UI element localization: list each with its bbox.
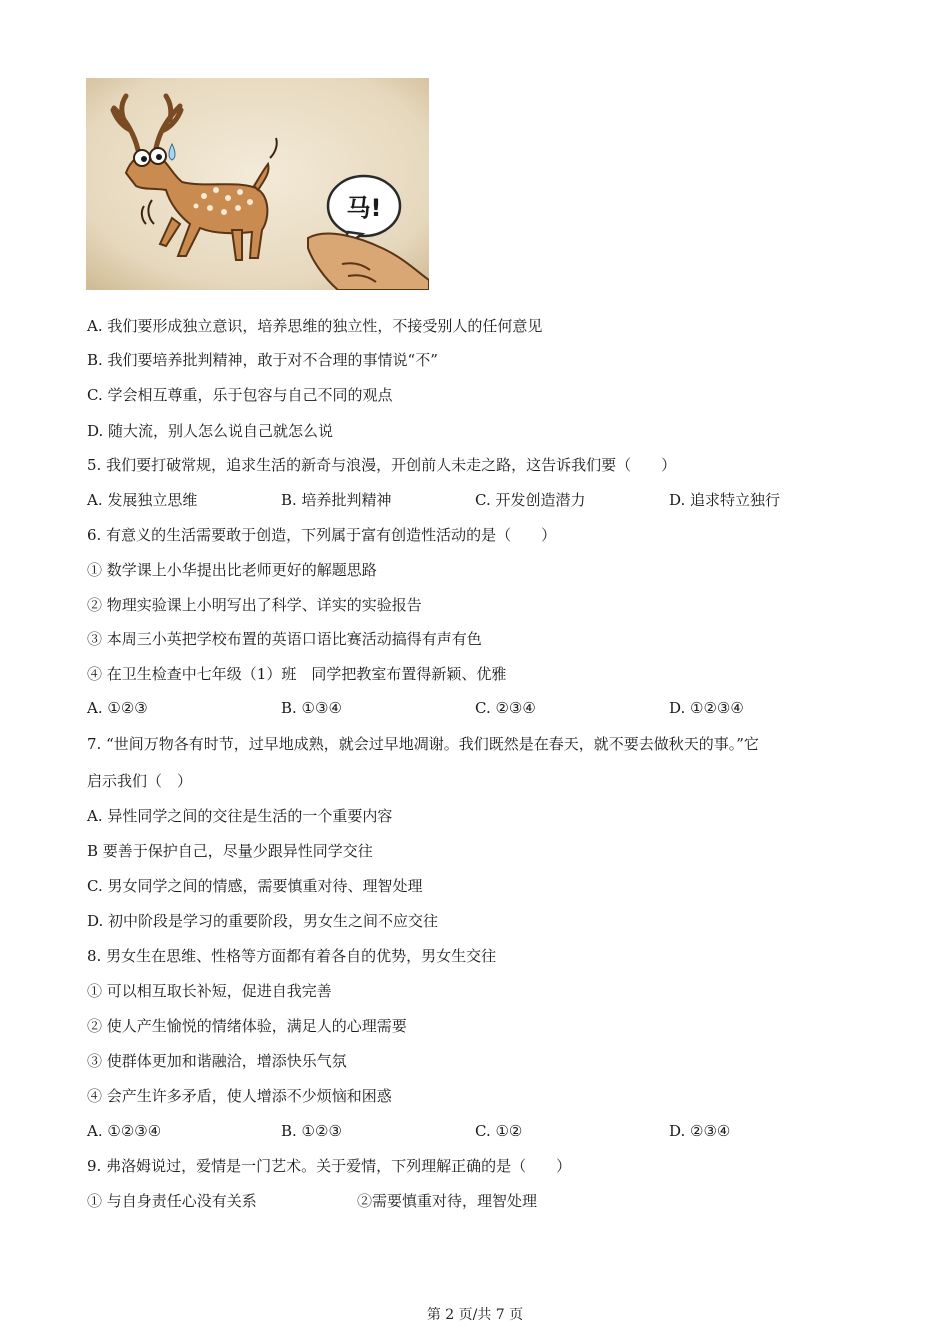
q8-option-d: D. ②③④ <box>669 1122 731 1140</box>
q6-item-1: ① 数学课上小华提出比老师更好的解题思路 <box>87 561 377 579</box>
q6-option-a: A. ①②③ <box>87 699 148 717</box>
q9-items <box>87 1191 787 1211</box>
q6-item-4: ④ 在卫生检查中七年级（1）班 同学把教室布置得新颖、优雅 <box>87 665 507 683</box>
q5-option-b: B. 培养批判精神 <box>281 491 392 509</box>
q9-stem: 9. 弗洛姆说过，爱情是一门艺术。关于爱情，下列理解正确的是（ ） <box>87 1157 572 1175</box>
q8-options <box>87 1121 867 1141</box>
page-footer: 第 2 页/共 7 页 <box>426 1307 524 1323</box>
q6-stem: 6. 有意义的生活需要敢于创造，下列属于富有创造性活动的是（ ） <box>87 526 557 544</box>
q7-stem-line1: 7. “世间万物各有时节，过早地成熟，就会过早地凋谢。我们既然是在春天，就不要去做秋天的事。”它 <box>87 735 759 753</box>
q5-option-a: A. 发展独立思维 <box>87 491 198 509</box>
deer-horse-cartoon <box>86 78 429 290</box>
q6-option-c: C. ②③④ <box>475 699 536 717</box>
q8-stem: 8. 男女生在思维、性格等方面都有着各自的优势，男女生交往 <box>87 947 497 965</box>
q6-item-3: ③ 本周三小英把学校布置的英语口语比赛活动搞得有声有色 <box>87 630 482 648</box>
q5-option-d: D. 追求特立独行 <box>669 491 781 509</box>
q7-option-a: A. 异性同学之间的交往是生活的一个重要内容 <box>87 807 393 825</box>
q9-item-1: ① 与自身责任心没有关系 <box>87 1192 257 1210</box>
q7-option-d: D. 初中阶段是学习的重要阶段，男女生之间不应交往 <box>87 912 439 930</box>
q7-option-b: B 要善于保护自己，尽量少跟异性同学交往 <box>87 842 373 860</box>
q8-option-c: C. ①② <box>475 1122 523 1140</box>
q4-option-b: B. 我们要培养批判精神，敢于对不合理的事情说“不” <box>87 351 438 369</box>
q4-option-a: A. 我们要形成独立意识，培养思维的独立性，不接受别人的任何意见 <box>87 317 543 335</box>
q9-item-2: ②需要慎重对待，理智处理 <box>357 1192 538 1210</box>
q5-option-c: C. 开发创造潜力 <box>475 491 586 509</box>
cartoon-image <box>86 78 429 290</box>
q6-option-d: D. ①②③④ <box>669 699 744 717</box>
q8-item-1: ① 可以相互取长补短，促进自我完善 <box>87 982 332 1000</box>
q8-item-4: ④ 会产生许多矛盾，使人增添不少烦恼和困惑 <box>87 1087 392 1105</box>
q8-item-2: ② 使人产生愉悦的情绪体验，满足人的心理需要 <box>87 1017 407 1035</box>
q4-option-c: C. 学会相互尊重，乐于包容与自己不同的观点 <box>87 386 393 404</box>
q8-option-b: B. ①②③ <box>281 1122 342 1140</box>
speech-bubble-text: 马! <box>346 194 382 222</box>
q4-option-d: D. 随大流，别人怎么说自己就怎么说 <box>87 422 334 440</box>
q6-item-2: ② 物理实验课上小明写出了科学、详实的实验报告 <box>87 596 422 614</box>
q7-stem-line2: 启示我们（ ） <box>87 772 193 790</box>
q5-options <box>87 490 867 510</box>
q8-option-a: A. ①②③④ <box>87 1122 162 1140</box>
q6-option-b: B. ①③④ <box>281 699 342 717</box>
q5-stem: 5. 我们要打破常规，追求生活的新奇与浪漫，开创前人未走之路，这告诉我们要（ ） <box>87 456 677 474</box>
q8-item-3: ③ 使群体更加和谐融洽，增添快乐气氛 <box>87 1052 347 1070</box>
q6-options <box>87 698 867 718</box>
q7-option-c: C. 男女同学之间的情感，需要慎重对待、理智处理 <box>87 877 423 895</box>
